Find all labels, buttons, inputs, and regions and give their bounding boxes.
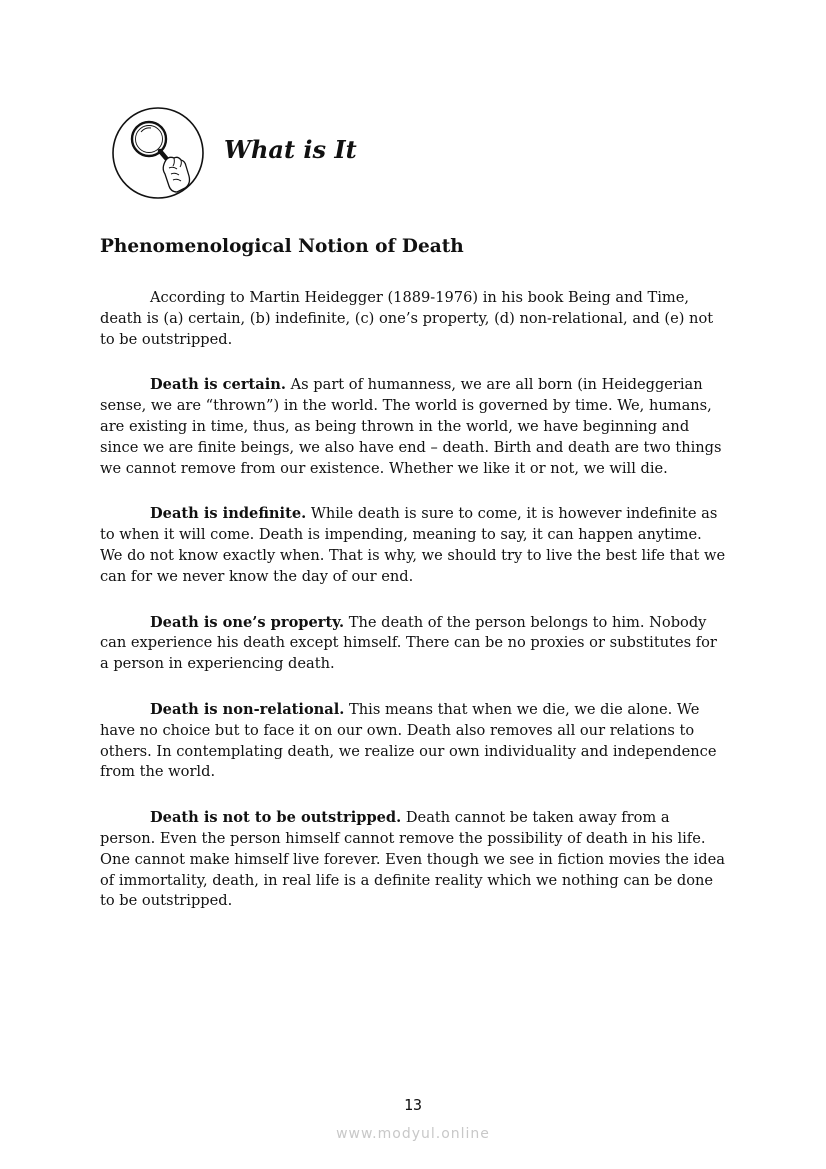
header-icon: [111, 106, 205, 200]
magnifying-glass-hand-icon: [111, 106, 205, 200]
paragraph-text: The death of the person belongs to him. Nobody can experience his death except himself. There can be no proxies or substitutes for a person in experiencing death.: [100, 613, 717, 673]
paragraph-text: While death is sure to come, it is however indefinite as to when it will come. Death is impending, meaning to say, it can happen anytime. We do not know exactly when. That is why, we should try to live the best life that we can for we never know the day of our end.: [100, 505, 726, 585]
paragraph: [100, 613, 728, 675]
section-title: Phenomenological Notion of Death: [100, 236, 464, 257]
paragraph-text: As part of humanness, we are all born (in Heideggerian sense, we are “thrown”) in the world. The world is governed by time. We, humans, are existing in time, thus, as being thrown in the world, we have beginning and since we are finite beings, we also have end – death. Birth and death are two things we cannot remove from our existence. Whether we like it or not, we will die.: [100, 376, 722, 477]
paragraph-lead: Death is not to be outstripped.: [150, 809, 402, 827]
paragraph-lead: Death is non-relational.: [150, 700, 345, 718]
paragraph-lead: Death is certain.: [150, 376, 286, 394]
page-heading: What is It: [224, 135, 357, 164]
paragraph: [100, 504, 728, 587]
paragraph-text: Death cannot be taken away from a person. Even the person himself cannot remove the possibility of death in his life. One cannot make himself live forever. Even though we see in fiction movies the idea of immortality, death, in real life is a definite reality which we nothing can be done to be outstripped.: [100, 809, 725, 910]
paragraph-text: This means that when we die, we die alone. We have no choice but to face it on our own. Death also removes all our relations to others. In contemplating death, we realize our own individuality and independence from the world.: [100, 700, 717, 781]
paragraph-lead: Death is indefinite.: [150, 505, 307, 523]
paragraph-text: According to Martin Heidegger (1889-1976) in his book Being and Time, death is (a) certain, (b) indefinite, (c) one’s property, (d) non-relational, and (e) not to be outstripped.: [100, 289, 714, 348]
paragraph: [100, 808, 728, 912]
watermark: www.modyul.online: [336, 1126, 490, 1142]
paragraph: [100, 700, 728, 783]
body-text: [100, 288, 728, 937]
page-number: 13: [403, 1096, 423, 1114]
paragraph: [100, 288, 728, 350]
paragraph: [100, 375, 728, 479]
paragraph-lead: Death is one’s property.: [150, 613, 345, 631]
